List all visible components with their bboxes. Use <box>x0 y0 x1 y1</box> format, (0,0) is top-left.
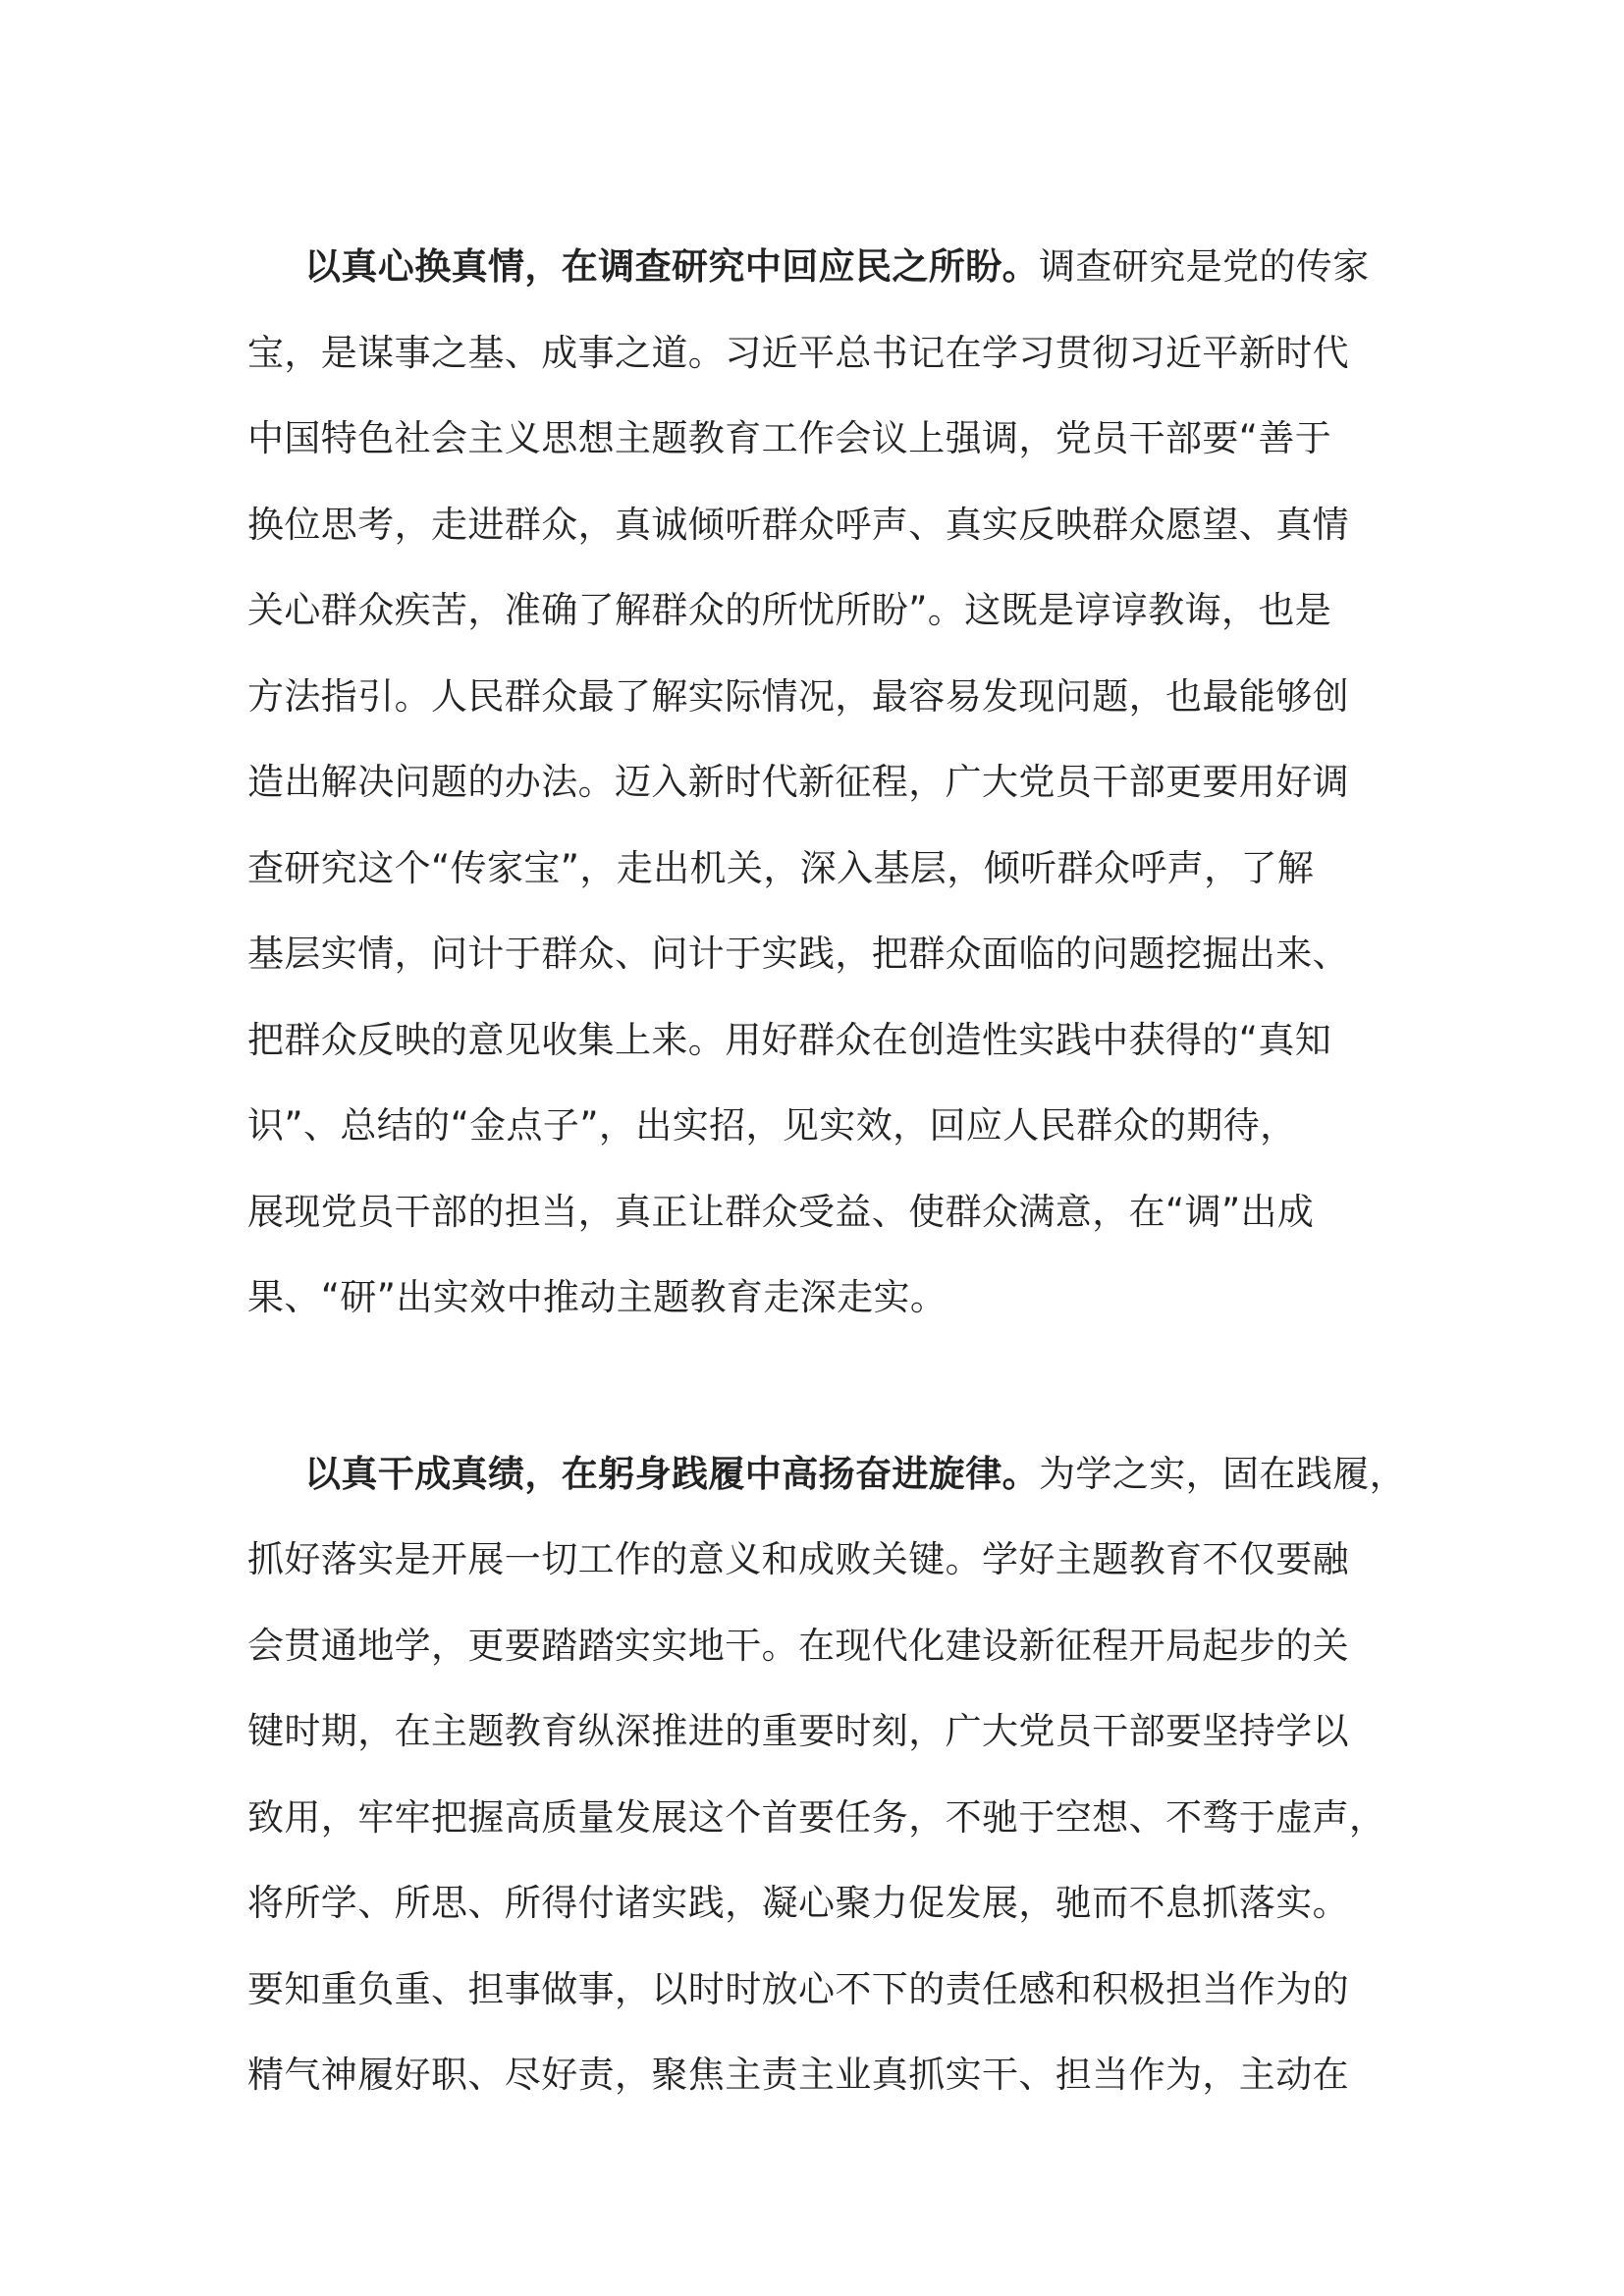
paragraph-line: 将所学、所思、所得付诸实践，凝心聚力促发展，驰而不息抓落实。 <box>247 1882 1349 1924</box>
paragraph-line: 查研究这个“传家宝”，走出机关，深入基层，倾听群众呼声，了解 <box>247 846 1315 889</box>
paragraph-line: 中国特色社会主义思想主题教育工作会议上强调，党员干部要“善于 <box>247 417 1332 459</box>
paragraph-lead-heading: 以真干成真绩，在躬身践履中高扬奋进旋律。 <box>304 1452 1039 1495</box>
paragraph-line: 造出解决问题的办法。迈入新时代新征程，广大党员干部更要用好调 <box>247 761 1349 803</box>
paragraph-line: 关心群众疾苦，准确了解群众的所忧所盼”。这既是谆谆教诲，也是 <box>247 589 1332 631</box>
paragraph-lead-heading: 以真心换真情，在调查研究中回应民之所盼。 <box>304 245 1039 288</box>
paragraph-text: 为学之实，固在践履， <box>1039 1452 1406 1495</box>
paragraph-line: 宝，是谋事之基、成事之道。习近平总书记在学习贯彻习近平新时代 <box>247 331 1349 374</box>
paragraph-1 <box>247 224 1401 1341</box>
paragraph-line: 键时期，在主题教育纵深推进的重要时刻，广大党员干部要坚持学以 <box>247 1710 1349 1752</box>
paragraph-line: 识”、总结的“金点子”，出实招，见实效，回应人民群众的期待， <box>247 1104 1297 1147</box>
paragraph-line: 展现党员干部的担当，真正让群众受益、使群众满意，在“调”出成 <box>247 1190 1315 1233</box>
paragraph-line: 抓好落实是开展一切工作的意义和成败关键。学好主题教育不仅要融 <box>247 1538 1349 1580</box>
paragraph-line: 要知重负重、担事做事，以时时放心不下的责任感和积极担当作为的 <box>247 1967 1349 2010</box>
paragraph-2 <box>247 1431 1406 2118</box>
document-body <box>247 224 1406 2118</box>
paragraph-line: 换位思考，走进群众，真诚倾听群众呼声、真实反映群众愿望、真情 <box>247 503 1349 546</box>
paragraph-first-line <box>247 224 1401 310</box>
paragraph-first-line <box>247 1431 1406 1518</box>
paragraph-line: 基层实情，问计于群众、问计于实践，把群众面临的问题挖掘出来、 <box>247 933 1349 975</box>
paragraph-line: 方法指引。人民群众最了解实际情况，最容易发现问题，也最能够创 <box>247 674 1349 718</box>
paragraph-line: 精气神履好职、尽好责，聚焦主责主业真抓实干、担当作为，主动在 <box>247 2054 1349 2096</box>
paragraph-line: 把群众反映的意见收集上来。用好群众在创造性实践中获得的“真知 <box>247 1018 1332 1061</box>
paragraph-line: 致用，牢牢把握高质量发展这个首要任务，不驰于空想、不骛于虚声， <box>247 1795 1386 1839</box>
paragraph-spacer <box>247 1341 1401 1431</box>
paragraph-text: 调查研究是党的传家 <box>1039 245 1370 288</box>
paragraph-line: 果、“研”出实效中推动主题教育走深走实。 <box>247 1276 947 1318</box>
paragraph-line: 会贯通地学，更要踏踏实实地干。在现代化建设新征程开局起步的关 <box>247 1624 1349 1667</box>
